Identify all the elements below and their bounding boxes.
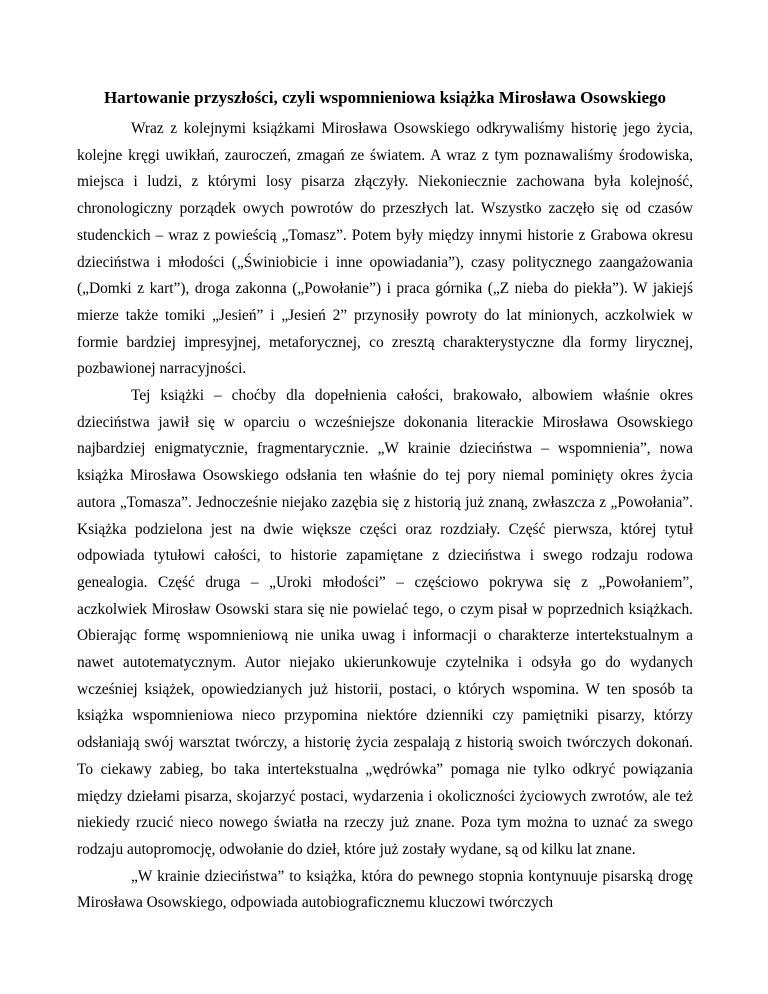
paragraph-3: „W krainie dzieciństwa” to książka, która do pewnego stopnia kontynuuje pisarską drogę Mirosława Osowskiego, odpowiada autobiograficznemu kluczowi twórczych	[77, 867, 693, 912]
document-title: Hartowanie przyszłości, czyli wspomnieniowa książka Mirosława Osowskiego	[103, 88, 667, 107]
paragraph-1: Wraz z kolejnymi książkami Mirosława Osowskiego odkrywaliśmy historię jego życia, kolejne kręgi uwikłań, zauroczeń, zmagań ze światem. A wraz z tym poznawaliśmy środowiska, miejsca i ludzi, z którymi losy pisarza złączyły. Niekoniecznie zachowana była kolejność, chronologiczny porządek owych powrotów do przeszłych lat. Wszystko zaczęło się od czasów studenckich – wraz z powieścią „Tomasz”. Potem były między innymi historie z Grabowa okresu dzieciństwa i młodości („Świniobicie i inne opowiadania”), czasy politycznego zaangażowania („Domki z kart”), droga zakonna („Powołanie”) i praca górnika („Z nieba do piekła”). W jakiejś mierze także tomiki „Jesień” i „Jesień 2” przynosiły powroty do lat minionych, aczkolwiek w formie bardziej impresyjnej, metaforycznej, co zresztą charakterystyczne dla formy lirycznej, pozbawionej narracyjności.	[77, 120, 693, 378]
document-body	[77, 82, 693, 917]
paragraph-2: Tej książki – choćby dla dopełnienia całości, brakowało, albowiem właśnie okres dzieciństwa jawił się w oparciu o wcześniejsze dokonania literackie Mirosława Osowskiego najbardziej enigmatycznie, fragmentarycznie. „W krainie dzieciństwa – wspomnienia”, nowa książka Mirosława Osowskiego odsłania ten właśnie do tej pory niemal pominięty okres życia autora „Tomasza”. Jednocześnie niejako zazębia się z historią już znaną, zwłaszcza z „Powołania”. Książka podzielona jest na dwie większe części oraz rozdziały. Część pierwsza, której tytuł odpowiada tytułowi całości, to historie zapamiętane z dzieciństwa i swego rodzaju rodowa genealogia. Część druga – „Uroki młodości” – częściowo pokrywa się z „Powołaniem”, aczkolwiek Mirosław Osowski stara się nie powielać tego, o czym pisał w poprzednich książkach. Obierając formę wspomnieniową nie unika uwag i informacji o charakterze intertekstualnym a nawet autotematycznym. Autor niejako ukierunkowuje czytelnika i odsyła go do wydanych wcześniej książek, opowiedzianych już historii, postaci, o których wspomina. W ten sposób ta książka wspomnieniowa nieco przypomina niektóre dzienniki czy pamiętniki pisarzy, którzy odsłaniają swój warsztat twórczy, a historię życia zespalają z historią swoich twórczych dokonań. To ciekawy zabieg, bo taka intertekstualna „wędrówka” pomaga nie tylko odkryć powiązania między dziełami pisarza, skojarzyć postaci, wydarzenia i okoliczności życiowych zwrotów, ale też niekiedy rzucić nieco nowego światła na rzeczy już znane. Poza tym można to uznać za swego rodzaju autopromocję, odwołanie do dzieł, które już zostały wydane, są od kilku lat znane.	[77, 387, 693, 858]
